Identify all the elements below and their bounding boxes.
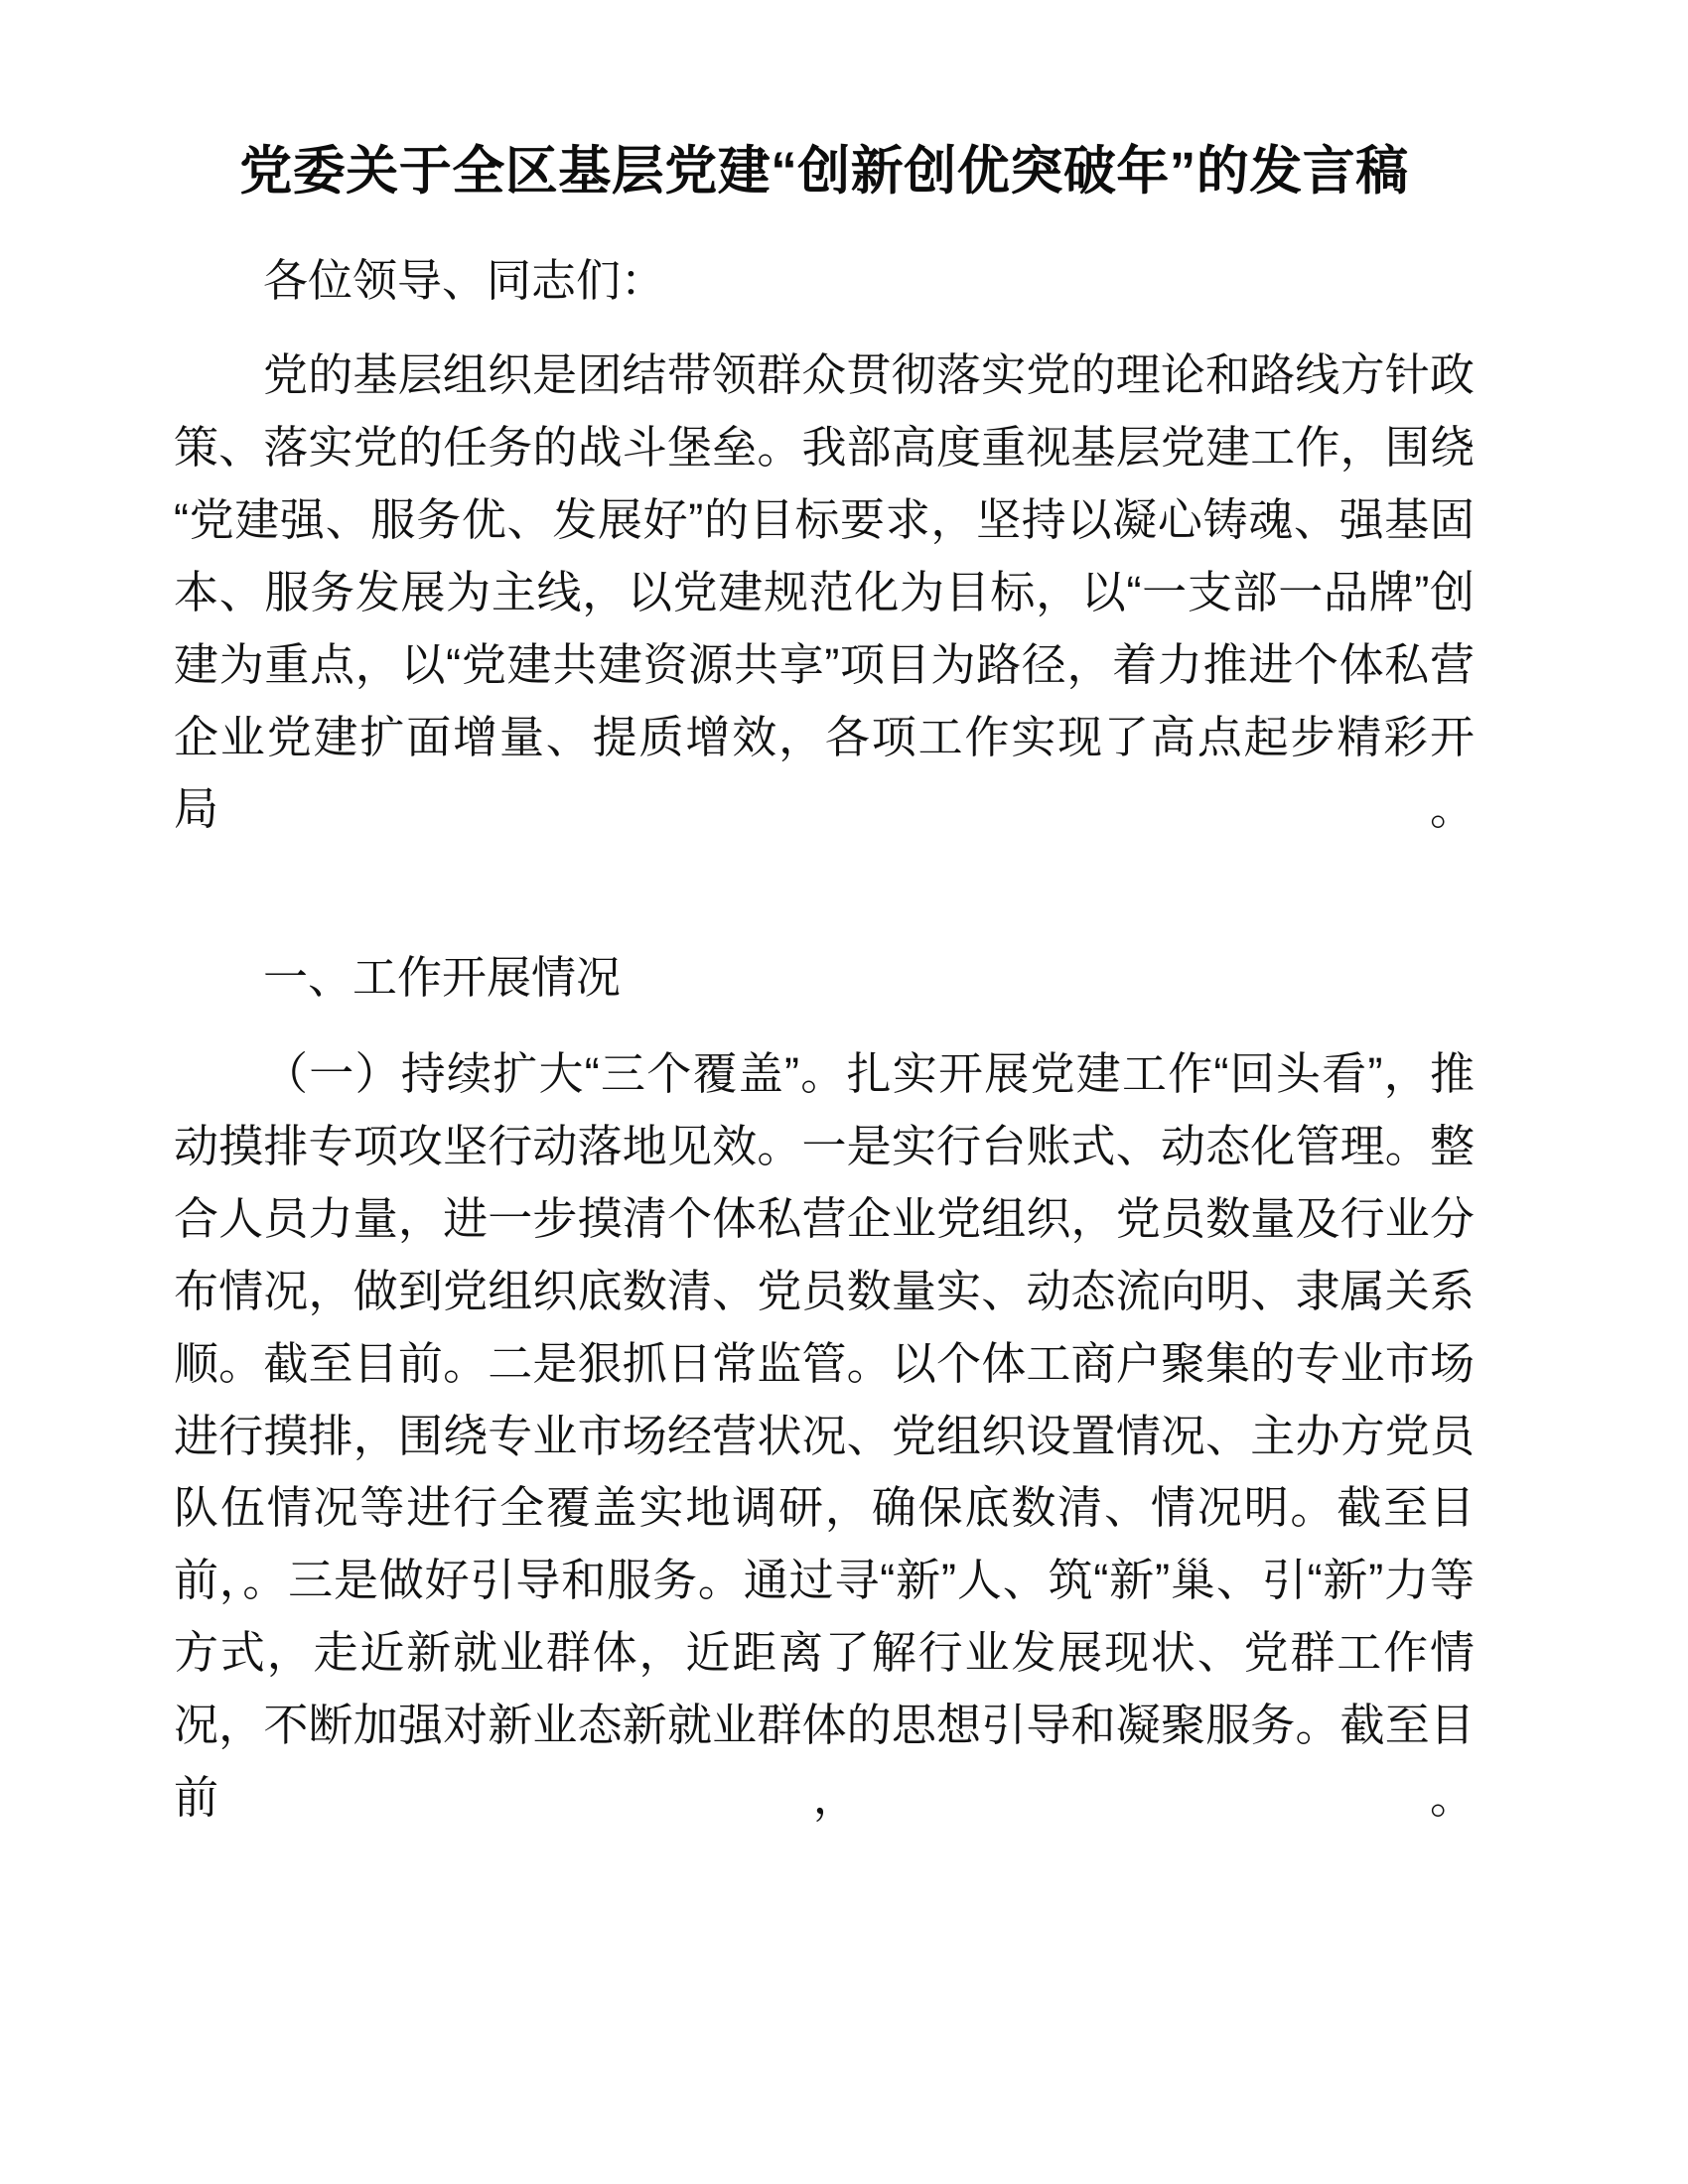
document-content xyxy=(174,0,1475,1907)
page-title: 党委关于全区基层党建“创新创优突破年”的发言稿 xyxy=(239,142,1409,201)
salutation-line: 各位领导、同志们： xyxy=(263,255,666,307)
paragraph-intro: 党的基层组织是团结带领群众贯彻落实党的理论和路线方针政策、落实党的任务的战斗堡垒。我部高度重视基层党建工作，围绕“党建强、服务优、发展好”的目标要求，坚持以凝心铸魂、强基固本、服务发展为主线，以党建规范化为目标，以“一支部一品牌”创建为重点，以“党建共建资源共享”项目为路径，着力推进个体私营企业党建扩面增量、提质增效，各项工作实现了高点起步精彩开局。 xyxy=(174,349,1475,835)
paragraph-subsection-one: （一）持续扩大“三个覆盖”。扎实开展党建工作“回头看”，推动摸排专项攻坚行动落地见效。一是实行台账式、动态化管理。整合人员力量，进一步摸清个体私营企业党组织，党员数量及行业分布情况，做到党组织底数清、党员数量实、动态流向明、隶属关系顺。截至目前。二是狠抓日常监管。以个体工商户聚集的专业市场进行摸排，围绕专业市场经营状况、党组织设置情况、主办方党员队伍情况等进行全覆盖实地调研，确保底数清、情况明。截至目前，。三是做好引导和服务。通过寻“新”人、筑“新”巢、引“新”力等方式，走近新就业群体，近距离了解行业发展现状、党群工作情况，不断加强对新业态新就业群体的思想引导和凝聚服务。截至目前，。 xyxy=(174,1048,1475,1823)
section-heading-one: 一、工作开展情况 xyxy=(263,952,622,1004)
